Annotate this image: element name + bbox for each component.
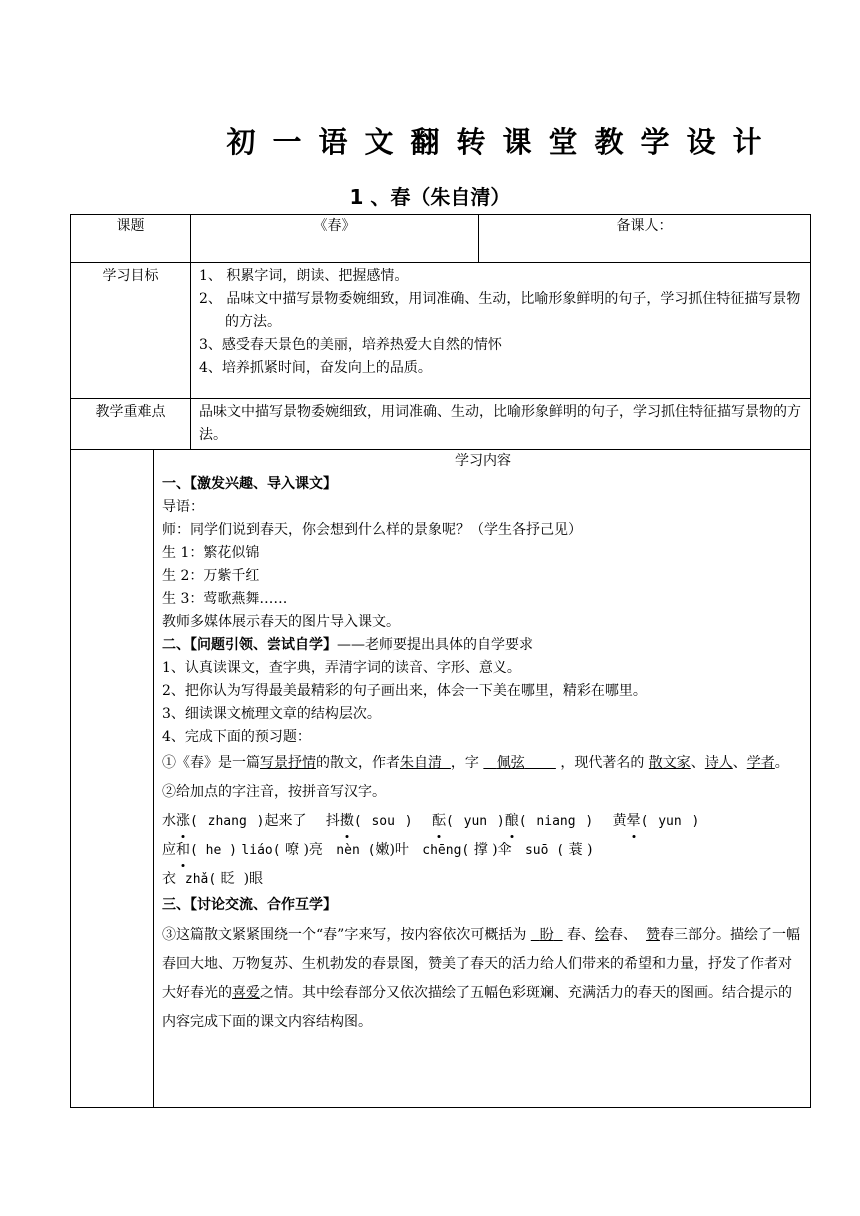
topic-value: 《春》 — [191, 215, 479, 263]
goal-item: 3、感受春天景色的美丽，培养热爱大自然的情怀 — [199, 337, 502, 353]
media-intro: 教师多媒体展示春天的图片导入课文。 — [162, 614, 400, 630]
lesson-subtitle: 1 、春（朱自清） — [349, 185, 511, 209]
content-left-blank — [71, 450, 154, 1108]
requirement-4: 4、完成下面的预习题： — [162, 729, 311, 745]
lesson-plan-table — [70, 214, 811, 1108]
goal-item: 4、培养抓紧时间，奋发向上的品质。 — [199, 360, 432, 376]
key-points-label: 教学重难点 — [71, 399, 191, 450]
question-2: ②给加点的字注音，按拼音写汉字。 — [162, 784, 386, 800]
requirement-1: 1、认真读课文，查字典，弄清字词的读音、字形、意义。 — [162, 660, 521, 676]
learning-content — [154, 450, 811, 1108]
student-answer-1: 生 1：繁花似锦 — [162, 545, 260, 561]
goal-item: 2、 品味文中描写景物委婉细致，用词准确、生动，比喻形象鲜明的句子，学习抓住特征描写景物的方法。 — [199, 291, 801, 330]
student-answer-3: 生 3：莺歌燕舞…… — [162, 591, 288, 607]
content-heading: 学习内容 — [455, 453, 511, 469]
goals-label: 学习目标 — [71, 263, 191, 399]
section-2-title: 二、【问题引领、尝试自学】——老师要提出具体的自学要求 — [162, 637, 533, 653]
content-row — [71, 450, 811, 1108]
section-3-title: 三、【讨论交流、合作互学】 — [162, 897, 337, 913]
intro-label: 导语： — [162, 499, 204, 515]
section-1-title: 一、【激发兴趣、导入课文】 — [162, 476, 337, 492]
requirement-2: 2、把你认为写得最美最精彩的句子画出来，体会一下美在哪里，精彩在哪里。 — [162, 683, 647, 699]
pinyin-line-3: 衣 zhǎ( 眨 )眼 — [162, 871, 264, 887]
goal-item: 1、 积累字词，朗读、把握感情。 — [199, 268, 409, 284]
student-answer-2: 生 2：万紫千红 — [162, 568, 260, 584]
key-points-text: 品味文中描写景物委婉细致，用词准确、生动，比喻形象鲜明的句子，学习抓住特征描写景物的方法。 — [191, 399, 811, 450]
key-points-row — [71, 399, 811, 450]
requirement-3: 3、细读课文梳理文章的结构层次。 — [162, 706, 381, 722]
pinyin-line-2: 应和( he ) liáo( 嘹 )亮 nèn (嫩)叶 chēng( 撑 )伞 suō ( 蓑 ) — [162, 836, 804, 865]
topic-row — [71, 215, 811, 263]
topic-label: 课题 — [71, 215, 191, 263]
goals-list — [191, 263, 811, 399]
question-3: ③这篇散文紧紧围绕一个“春”字来写，按内容依次可概括为 盼 春、绘春、 赞春三部分。描绘了一幅春回大地、万物复苏、生机勃发的春景图，赞美了春天的活力给人们带来的希望和力量，抒发了作者对大好春光的喜爱之情。其中绘春部分又依次描绘了五幅色彩斑斓、充满活力的春天的图画。结合提示的内容完成下面的课文内容结构图。 — [162, 927, 800, 1030]
teacher-question: 师：同学们说到春天，你会想到什么样的景象呢？（学生各抒己见） — [162, 522, 582, 538]
question-1: ①《春》是一篇写景抒情的散文，作者朱自清 ，字 佩弦 ，现代著名的 散文家、诗人、学者。 — [162, 755, 789, 771]
goals-row — [71, 263, 811, 399]
pinyin-line-1: 水涨( zhang )起来了 抖擞( sou ) 酝( yun )酿( niang ) 黄晕( yun ) — [162, 807, 804, 836]
page-title: 初一语文翻转课堂教学设计 — [226, 125, 779, 159]
preparer-label: 备课人： — [479, 215, 811, 263]
